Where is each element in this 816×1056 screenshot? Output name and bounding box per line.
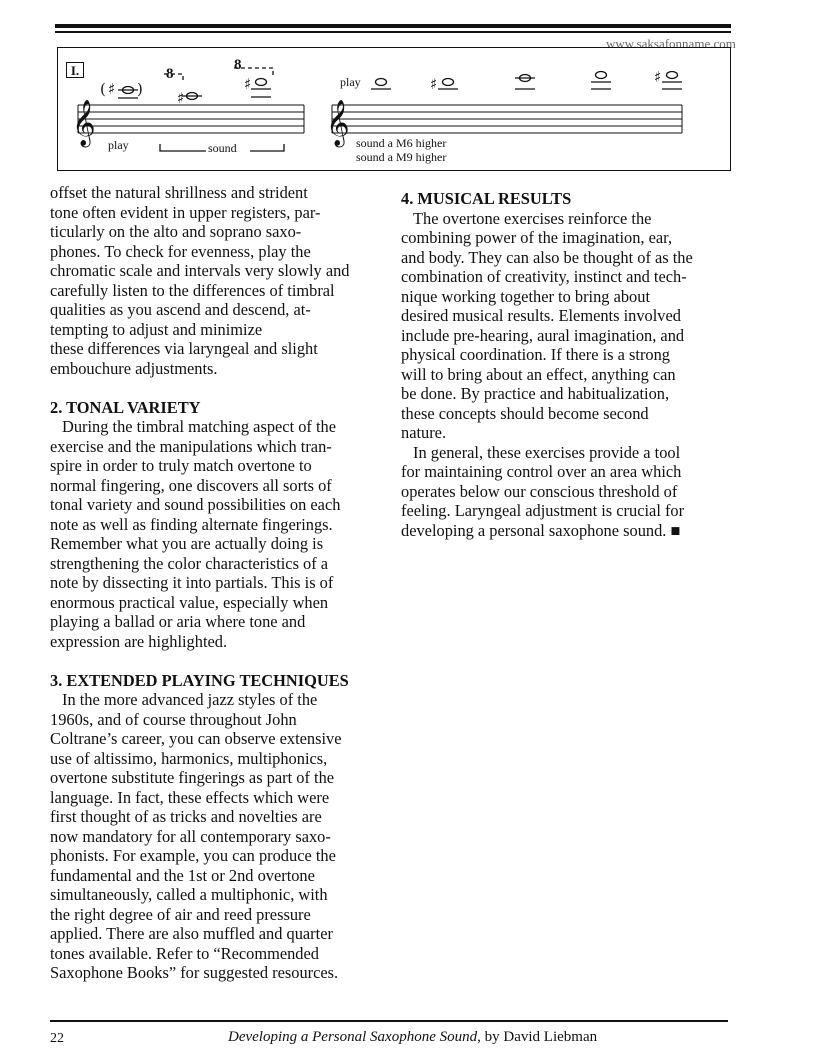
section-heading-extended-techniques: 3. EXTENDED PLAYING TECHNIQUES <box>50 670 349 690</box>
text-line: physical coordination. If there is a strong <box>401 345 671 364</box>
text-line: first thought of as tricks and novelties are <box>50 807 322 826</box>
extended-techniques-paragraph <box>50 690 380 983</box>
tonal-variety-body <box>50 437 380 652</box>
text-line: In the more advanced jazz styles of the <box>62 690 318 709</box>
watermark: www.saksafonname.com <box>606 36 736 51</box>
music-example <box>57 47 731 171</box>
right-note-1: sound a M6 higher <box>356 136 447 150</box>
footer-title <box>228 1029 597 1046</box>
example-label: I. <box>66 62 84 78</box>
svg-text:♯: ♯ <box>654 68 662 86</box>
text-line: for maintaining control over an area which <box>401 462 682 481</box>
text-line: strengthening the color characteristics of a <box>50 553 329 573</box>
octave-mark-1: 8 <box>166 66 174 82</box>
text-line: tone often evident in upper registers, par- <box>50 202 321 222</box>
text-line: combination of creativity, instinct and tech- <box>401 267 687 286</box>
svg-text:♯: ♯ <box>430 75 438 93</box>
text-line: spire in order to truly match overtone to <box>50 456 312 475</box>
text-line: the right degree of air and reed pressure <box>50 904 311 924</box>
text-line: use of altissimo, harmonics, multiphonics, <box>50 748 328 768</box>
text-line: normal fingering, one discovers all sorts of <box>50 475 332 495</box>
text-line: and body. They can also be thought of as the <box>401 247 693 267</box>
musical-results-paragraph-1 <box>401 209 733 443</box>
text-line: developing a personal saxophone sound. ■ <box>401 520 681 540</box>
svg-text:♯: ♯ <box>108 80 116 98</box>
section-heading-musical-results: 4. MUSICAL RESULTS <box>401 189 572 208</box>
text-line: simultaneously, called a multiphonic, with <box>50 885 328 904</box>
text-line: these differences via laryngeal and slight <box>50 339 318 358</box>
text-line: these concepts should become second <box>401 403 649 423</box>
text-line: 1960s, and of course throughout John <box>50 709 297 729</box>
top-rule-thin <box>55 31 731 33</box>
treble-clef-left: 𝄞 <box>72 100 96 146</box>
svg-text:): ) <box>137 80 143 98</box>
left-column <box>50 183 380 983</box>
text-line: enormous practical value, especially when <box>50 592 329 612</box>
book-author: by David Liebman <box>480 1029 598 1045</box>
text-line: During the timbral matching aspect of the <box>62 417 337 436</box>
svg-text:(: ( <box>100 80 106 98</box>
text-line: feeling. Laryngeal adjustment is crucial for <box>401 501 685 520</box>
text-line: tones available. Refer to “Recommended <box>50 943 319 963</box>
svg-text:♯: ♯ <box>177 89 185 107</box>
svg-text:♯: ♯ <box>244 75 252 93</box>
text-line: applied. There are also muffled and quarter <box>50 924 333 943</box>
text-line: nature. <box>401 423 447 442</box>
text-line: language. In fact, these effects which were <box>50 787 330 807</box>
musical-results-paragraph-2 <box>401 443 733 541</box>
right-note-2: sound a M9 higher <box>356 150 447 164</box>
text-line: note as well as finding alternate fingerings. <box>50 514 333 534</box>
tonal-variety-paragraph <box>50 417 380 437</box>
octave-mark-2: 8 <box>234 57 242 73</box>
text-line: chromatic scale and intervals very slowly and <box>50 261 350 280</box>
text-line: In general, these exercises provide a tool <box>413 442 681 462</box>
text-line: combining power of the imagination, ear, <box>401 228 673 247</box>
text-line: exercise and the manipulations which tran- <box>50 436 332 456</box>
text-line: playing a ballad or aria where tone and <box>50 612 306 631</box>
text-line: Remember what you are actually doing is <box>50 534 324 553</box>
text-line: tonal variety and sound possibilities on each <box>50 495 341 514</box>
book-title: Developing a Personal Saxophone Sound, <box>228 1029 481 1045</box>
text-line: fundamental and the 1st or 2nd overtone <box>50 865 315 885</box>
text-line: overtone substitute fingerings as part of the <box>50 768 335 787</box>
top-rule-thick <box>55 24 731 28</box>
section-heading-tonal-variety: 2. TONAL VARIETY <box>50 397 201 417</box>
text-line: The overtone exercises reinforce the <box>413 208 652 228</box>
right-column <box>401 189 733 540</box>
text-line: Coltrane’s career, you can observe extensive <box>50 729 342 748</box>
footer-rule <box>50 1020 728 1022</box>
text-line: now mandatory for all contemporary saxo- <box>50 826 331 846</box>
text-line: be done. By practice and habitualization, <box>401 384 670 403</box>
text-line: ticularly on the alto and soprano saxo- <box>50 222 302 241</box>
text-line: embouchure adjustments. <box>50 358 218 378</box>
text-line: include pre-hearing, aural imagination, and <box>401 325 685 345</box>
left-sound-label: sound <box>208 141 237 155</box>
text-line: Saxophone Books” for suggested resources. <box>50 963 339 982</box>
text-line: phones. To check for evenness, play the <box>50 241 311 261</box>
text-line: carefully listen to the differences of timbral <box>50 280 335 300</box>
text-line: expression are highlighted. <box>50 631 228 651</box>
text-line: offset the natural shrillness and strident <box>50 183 308 202</box>
intro-paragraph <box>50 183 380 378</box>
text-line: note by dissecting it into partials. This is of <box>50 573 334 592</box>
text-line: phonists. For example, you can produce the <box>50 846 336 865</box>
treble-clef-right: 𝄞 <box>326 100 350 146</box>
text-line: tempting to adjust and minimize <box>50 319 263 339</box>
text-line: will to bring about an effect, anything can <box>401 364 676 384</box>
text-line: nique working together to bring about <box>401 286 650 306</box>
text-line: desired musical results. Elements involved <box>401 306 681 325</box>
page-number: 22 <box>50 1031 64 1046</box>
right-play-label: play <box>340 75 361 89</box>
text-line: operates below our conscious threshold of <box>401 481 678 501</box>
left-play-label: play <box>108 138 129 152</box>
text-line: qualities as you ascend and descend, at- <box>50 300 311 319</box>
